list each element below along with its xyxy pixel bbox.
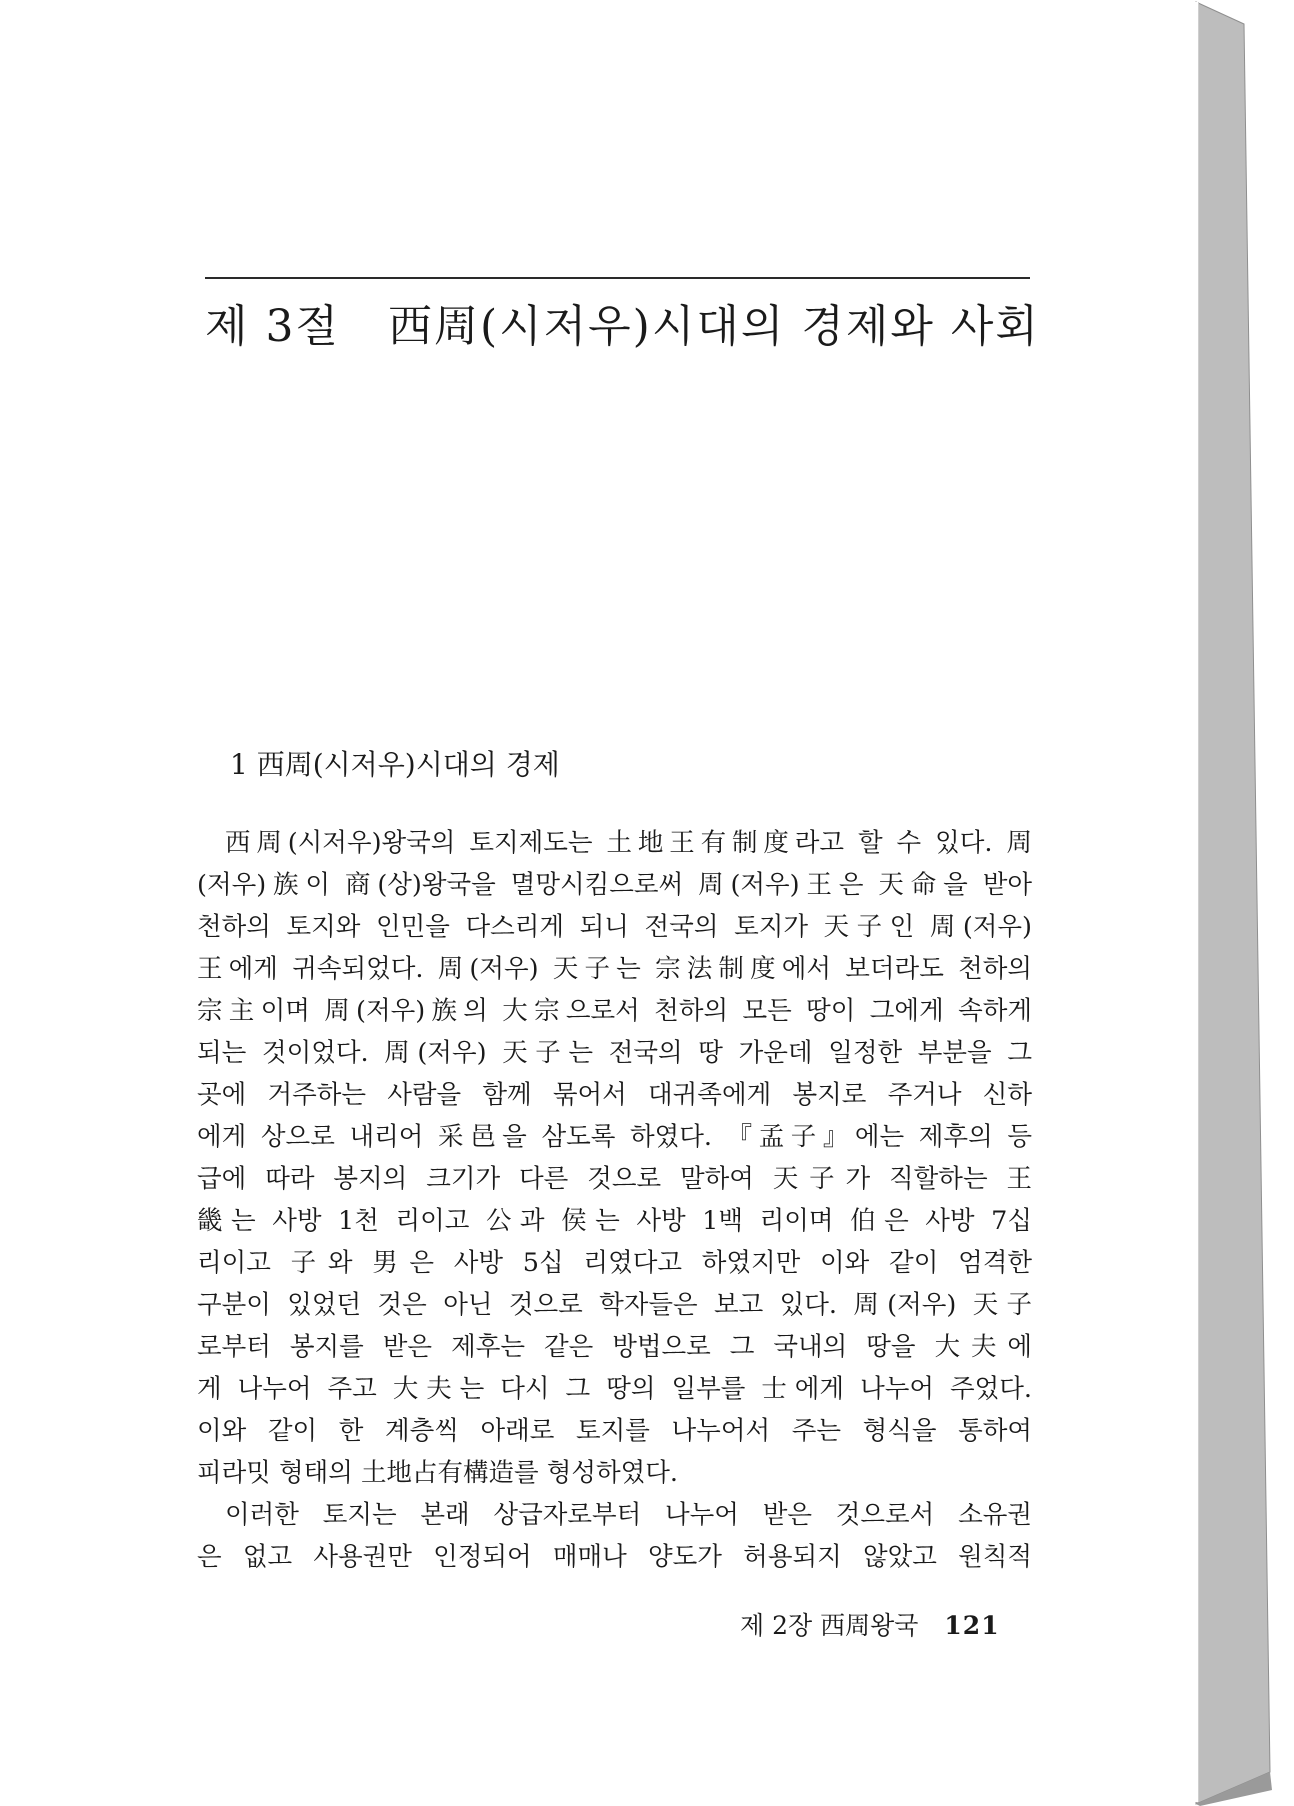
page-footer	[740, 1606, 1000, 1642]
body-line: 畿는 사방 1천 리이고 公과 侯는 사방 1백 리이며 伯은 사방 7십	[197, 1206, 1032, 1236]
body-line: (저우)族이 商(상)왕국을 멸망시킴으로써 周(저우)王은 天命을 받아	[197, 870, 1032, 900]
body-line: 은 없고 사용권만 인정되어 매매나 양도가 허용되지 않았고 원칙적	[197, 1542, 1032, 1572]
body-line: 로부터 봉지를 받은 제후는 같은 방법으로 그 국내의 땅을 大夫에	[197, 1332, 1032, 1362]
body-line: 구분이 있었던 것은 아닌 것으로 학자들은 보고 있다. 周(저우) 天子	[197, 1290, 1032, 1320]
page-number: 121	[944, 1611, 1000, 1640]
body-line: 王에게 귀속되었다. 周(저우) 天子는 宗法制度에서 보더라도 천하의	[197, 954, 1032, 984]
body-line: 피라밋 형태의 土地占有構造를 형성하였다.	[197, 1458, 679, 1488]
chapter-title-text: 西周(시저우)시대의 경제와 사회	[388, 301, 1040, 352]
body-text	[197, 822, 1032, 1578]
running-footer-chapter: 제 2장 西周왕국	[740, 1611, 919, 1640]
body-line: 게 나누어 주고 大夫는 다시 그 땅의 일부를 士에게 나누어 주었다.	[197, 1374, 1032, 1404]
body-line: 천하의 토지와 인민을 다스리게 되니 전국의 토지가 天子인 周(저우)	[197, 912, 1032, 942]
section-heading: 1 西周(시저우)시대의 경제	[230, 748, 560, 781]
body-line: 宗主이며 周(저우)族의 大宗으로서 천하의 모든 땅이 그에게 속하게	[197, 996, 1032, 1026]
title-rule	[205, 277, 1030, 279]
body-line: 리이고 子와 男은 사방 5십 리였다고 하였지만 이와 같이 엄격한	[197, 1248, 1032, 1278]
chapter-title	[205, 290, 1105, 354]
body-line: 에게 상으로 내리어 采邑을 삼도록 하였다. 『孟子』에는 제후의 등	[197, 1122, 1032, 1152]
body-line: 되는 것이었다. 周(저우) 天子는 전국의 땅 가운데 일정한 부분을 그	[197, 1038, 1032, 1068]
chapter-number: 제 3절	[205, 301, 340, 352]
body-line: 西周(시저우)왕국의 토지제도는 土地王有制度라고 할 수 있다. 周	[225, 828, 1032, 858]
body-line: 이와 같이 한 계층씩 아래로 토지를 나누어서 주는 형식을 통하여	[197, 1416, 1032, 1446]
body-line: 급에 따라 봉지의 크기가 다른 것으로 말하여 天子가 직할하는 王	[197, 1164, 1032, 1194]
body-line: 이러한 토지는 본래 상급자로부터 나누어 받은 것으로서 소유권	[225, 1500, 1032, 1530]
body-line: 곳에 거주하는 사람을 함께 묶어서 대귀족에게 봉지로 주거나 신하	[197, 1080, 1032, 1110]
